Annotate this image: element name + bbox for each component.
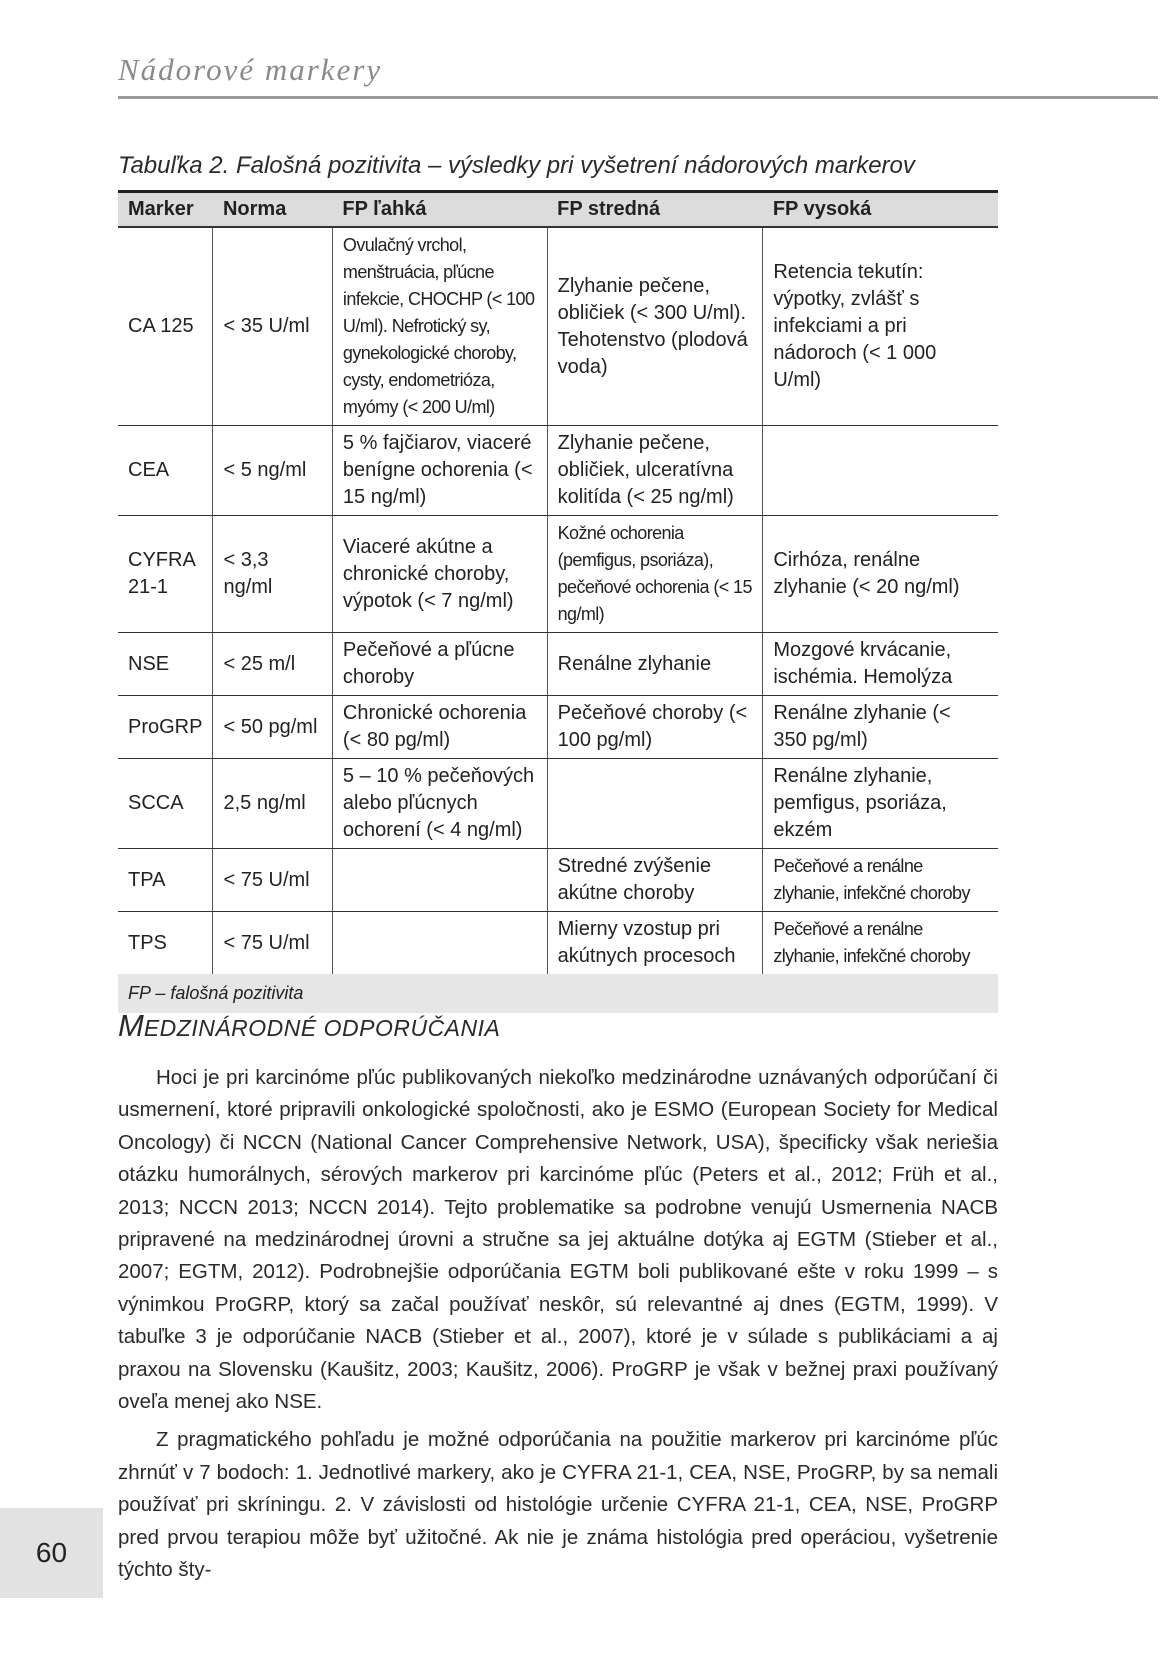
section-heading-initial: M: [118, 1008, 144, 1043]
table-footnote: FP – falošná pozitivita: [118, 974, 998, 1013]
table-header-row: [118, 192, 998, 228]
cell-fp-lahka: Ovulačný vrchol, menštruácia, pľúcne infekcie, CHOCHP (< 100 U/ml). Nefrotický sy, gynekologické choroby, cysty, endometrióza, myómy (< 200 U/ml): [332, 227, 547, 426]
page-number: 60: [0, 1508, 103, 1598]
cell-fp-lahka: Viaceré akútne a chronické choroby, výpotok (< 7 ng/ml): [332, 516, 547, 633]
cell-norma: < 75 U/ml: [213, 912, 332, 975]
running-header-title: Nádorové markery: [118, 52, 383, 87]
body-text: [118, 1062, 998, 1587]
cell-marker: CA 125: [118, 227, 213, 426]
table-row: [118, 227, 998, 426]
cell-marker: TPA: [118, 849, 213, 912]
cell-norma: < 35 U/ml: [213, 227, 332, 426]
table-row: [118, 426, 998, 516]
cell-fp-stredna: Stredné zvýšenie akútne choroby: [547, 849, 763, 912]
cell-fp-stredna: [547, 759, 763, 849]
paragraph: Z pragmatického pohľadu je možné odporúčania na použitie markerov pri karcinóme pľúc zhrnúť v 7 bodoch: 1. Jednotlivé markery, ako je CYFRA 21-1, CEA, NSE, ProGRP, by sa nemali používať pri skríningu. 2. V závislosti od histológie určenie CYFRA 21-1, CEA, NSE, ProGRP pred prvou terapiou môže byť užitočné. Ak nie je známa histológia pred operáciou, vyšetrenie týchto šty-: [118, 1428, 998, 1582]
cell-norma: < 5 ng/ml: [213, 426, 332, 516]
cell-fp-lahka: Pečeňové a pľúcne choroby: [332, 633, 547, 696]
cell-norma: < 3,3 ng/ml: [213, 516, 332, 633]
table-caption: Tabuľka 2. Falošná pozitivita – výsledky pri vyšetrení nádorových markerov: [118, 152, 915, 179]
table-row: [118, 696, 998, 759]
cell-fp-lahka: [332, 912, 547, 975]
cell-fp-stredna: Renálne zlyhanie: [547, 633, 763, 696]
cell-fp-lahka: 5 – 10 % pečeňových alebo pľúcnych ochorení (< 4 ng/ml): [332, 759, 547, 849]
cell-marker: SCCA: [118, 759, 213, 849]
table-row: [118, 912, 998, 975]
cell-norma: 2,5 ng/ml: [213, 759, 332, 849]
table-row: [118, 633, 998, 696]
table-row: [118, 516, 998, 633]
cell-fp-vysoka: Retencia tekutín: výpotky, zvlášť s infekciami a pri nádoroch (< 1 000 U/ml): [763, 227, 998, 426]
column-header-fp-vysoka: FP vysoká: [763, 192, 998, 228]
cell-fp-stredna: Zlyhanie pečene, obličiek, ulceratívna kolitída (< 25 ng/ml): [547, 426, 763, 516]
cell-norma: < 50 pg/ml: [213, 696, 332, 759]
cell-fp-vysoka: [763, 426, 998, 516]
cell-fp-lahka: [332, 849, 547, 912]
table-row: [118, 849, 998, 912]
cell-fp-vysoka: Cirhóza, renálne zlyhanie (< 20 ng/ml): [763, 516, 998, 633]
cell-fp-stredna: Zlyhanie pečene, obličiek (< 300 U/ml). Tehotenstvo (plodová voda): [547, 227, 763, 426]
column-header-fp-lahka: FP ľahká: [332, 192, 547, 228]
cell-marker: TPS: [128, 931, 167, 954]
column-header-norma: Norma: [213, 192, 332, 228]
cell-fp-stredna: Pečeňové choroby (< 100 pg/ml): [547, 696, 763, 759]
cell-fp-stredna: Kožné ochorenia (pemfigus, psoriáza), pečeňové ochorenia (< 15 ng/ml): [547, 516, 763, 633]
cell-fp-lahka: 5 % fajčiarov, viaceré benígne ochorenia (< 15 ng/ml): [332, 426, 547, 516]
false-positivity-table: [118, 190, 998, 1013]
running-header: [118, 52, 1158, 99]
column-header-marker: Marker: [118, 192, 213, 228]
cell-marker: ProGRP: [118, 696, 213, 759]
cell-fp-stredna: Mierny vzostup pri akútnych procesoch: [547, 912, 763, 975]
cell-fp-lahka: Chronické ochorenia (< 80 pg/ml): [332, 696, 547, 759]
cell-fp-vysoka: Renálne zlyhanie (< 350 pg/ml): [763, 696, 998, 759]
cell-marker: CEA: [118, 426, 213, 516]
paragraph: Hoci je pri karcinóme pľúc publikovaných niekoľko medzinárodne uznávaných odporúčaní či usmernení, ktoré pripravili onkologické spoločnosti, ako je ESMO (European Society for Medical Oncology) či NCCN (National Cancer Comprehensive Network, USA), špecificky však neriešia otázku humorálnych, sérových markerov pri karcinóme pľúc (Peters et al., 2012; Früh et al., 2013; NCCN 2013; NCCN 2014). Tejto problematike sa podrobne venujú Usmernenia NACB pripravené na medzinárodnej úrovni a stručne sa jej aktuálne dotýka aj EGTM (Stieber et al., 2007; EGTM, 2012). Podrobnejšie odporúčania EGTM boli publikované ešte v roku 1999 – s výnimkou ProGRP, ktorý sa začal používať neskôr, sú relevantné aj dnes (EGTM, 1999). V tabuľke 3 je odporúčanie NACB (Stieber et al., 2007), ktoré je v súlade s publikáciami a aj praxou na Slovensku (Kaušitz, 2003; Kaušitz, 2006). ProGRP je však v bežnej praxi používaný oveľa menej ako NSE.: [118, 1066, 998, 1414]
cell-fp-vysoka: Renálne zlyhanie, pemfigus, psoriáza, ekzém: [763, 759, 998, 849]
cell-norma: < 25 m/l: [213, 633, 332, 696]
header-rule: [118, 96, 1158, 99]
cell-norma: < 75 U/ml: [213, 849, 332, 912]
column-header-fp-stredna: FP stredná: [547, 192, 763, 228]
section-heading: [118, 1008, 500, 1044]
cell-fp-vysoka: Mozgové krvácanie, ischémia. Hemolýza: [763, 633, 998, 696]
table-row: [118, 759, 998, 849]
cell-fp-vysoka: Pečeňové a renálne zlyhanie, infekčné choroby: [763, 849, 998, 912]
cell-marker: CYFRA 21-1: [118, 516, 213, 633]
section-heading-rest: EDZINÁRODNÉ ODPORÚČANIA: [143, 1015, 501, 1041]
cell-marker: NSE: [118, 633, 213, 696]
cell-fp-vysoka: Pečeňové a renálne zlyhanie, infekčné choroby: [763, 912, 998, 975]
